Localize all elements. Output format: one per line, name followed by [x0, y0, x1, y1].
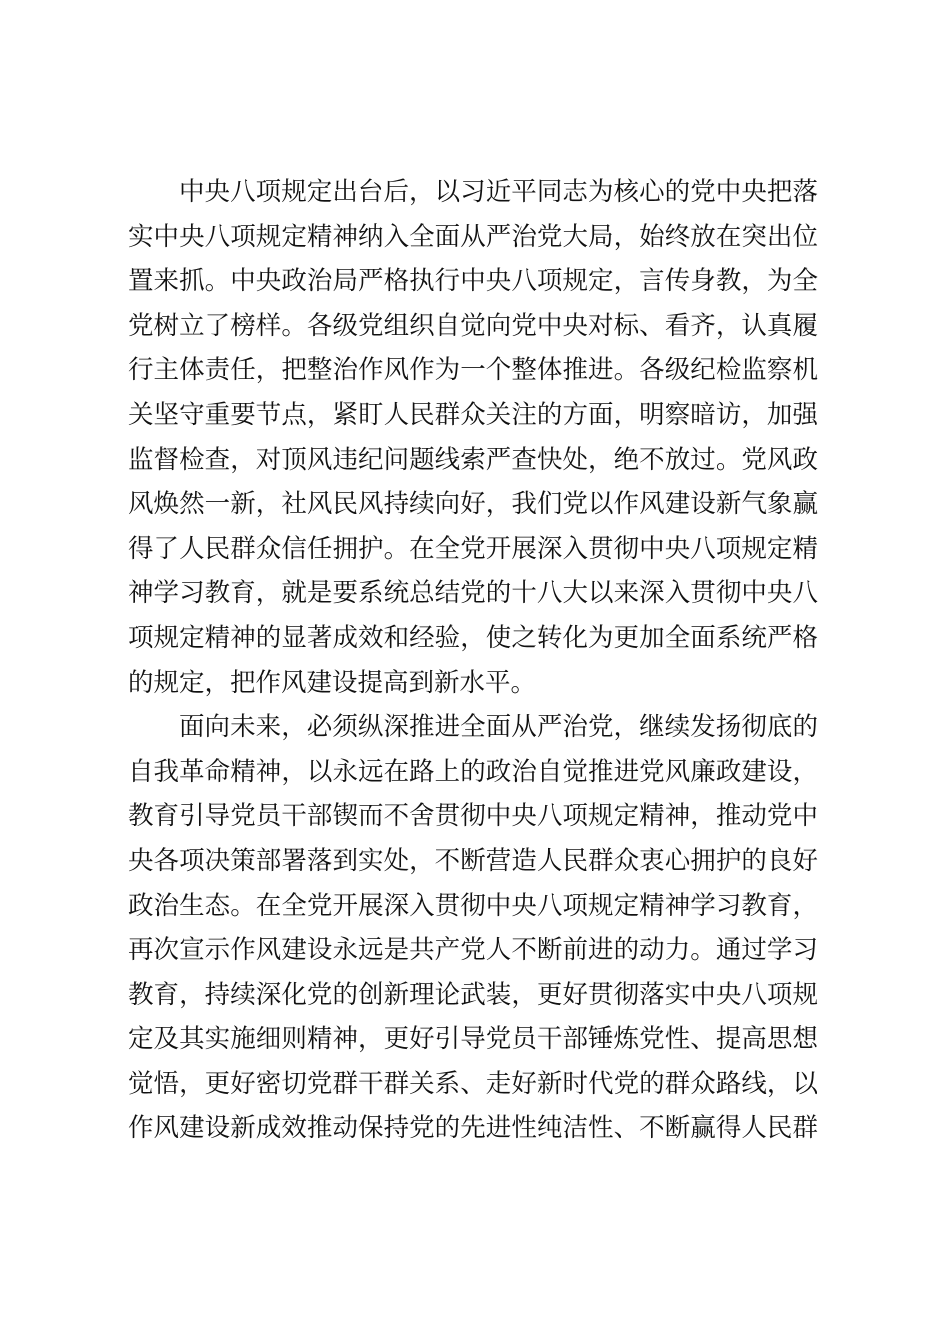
text-line: 央各项决策部署落到实处，不断营造人民群众衷心拥护的良好: [128, 845, 818, 876]
text-line: 行主体责任，把整治作风作为一个整体推进。各级纪检监察机: [128, 355, 818, 386]
text-line: 中央八项规定出台后，以习近平同志为核心的党中央把落: [179, 177, 818, 207]
document-body: [128, 170, 818, 1151]
paragraph-2: [128, 705, 818, 1151]
text-line: 得了人民群众信任拥护。在全党开展深入贯彻中央八项规定精: [128, 533, 818, 564]
text-line: 面向未来，必须纵深推进全面从严治党，继续发扬彻底的: [179, 712, 818, 743]
text-line: 监督检查，对顶风违纪问题线索严查快处，绝不放过。党风政: [128, 444, 818, 475]
text-line: 神学习教育，就是要系统总结党的十八大以来深入贯彻中央八: [128, 578, 818, 609]
text-line: 关坚守重要节点，紧盯人民群众关注的方面，明察暗访，加强: [128, 399, 818, 430]
text-line: 自我革命精神，以永远在路上的政治自觉推进党风廉政建设，: [128, 756, 818, 787]
text-line: 教育，持续深化党的创新理论武装，更好贯彻落实中央八项规: [128, 979, 818, 1010]
text-line: 定及其实施细则精神，更好引导党员干部锤炼党性、提高思想: [128, 1024, 818, 1055]
text-line: 觉悟，更好密切党群干群关系、走好新时代党的群众路线，以: [128, 1068, 818, 1099]
text-line: 置来抓。中央政治局严格执行中央八项规定，言传身教，为全: [128, 266, 818, 297]
text-line: 党树立了榜样。各级党组织自觉向党中央对标、看齐，认真履: [128, 310, 818, 341]
text-line: 政治生态。在全党开展深入贯彻中央八项规定精神学习教育，: [128, 890, 818, 921]
text-line: 的规定，把作风建设提高到新水平。: [128, 667, 537, 698]
text-line: 教育引导党员干部锲而不舍贯彻中央八项规定精神，推动党中: [128, 801, 818, 832]
paragraph-1: [128, 170, 818, 705]
text-line: 风焕然一新，社风民风持续向好，我们党以作风建设新气象赢: [128, 489, 818, 520]
text-line: 项规定精神的显著成效和经验，使之转化为更加全面系统严格: [128, 622, 818, 653]
text-line: 作风建设新成效推动保持党的先进性纯洁性、不断赢得人民群: [128, 1113, 818, 1144]
text-line: 实中央八项规定精神纳入全面从严治党大局，始终放在突出位: [128, 221, 818, 252]
text-line: 再次宣示作风建设永远是共产党人不断前进的动力。通过学习: [128, 935, 818, 966]
